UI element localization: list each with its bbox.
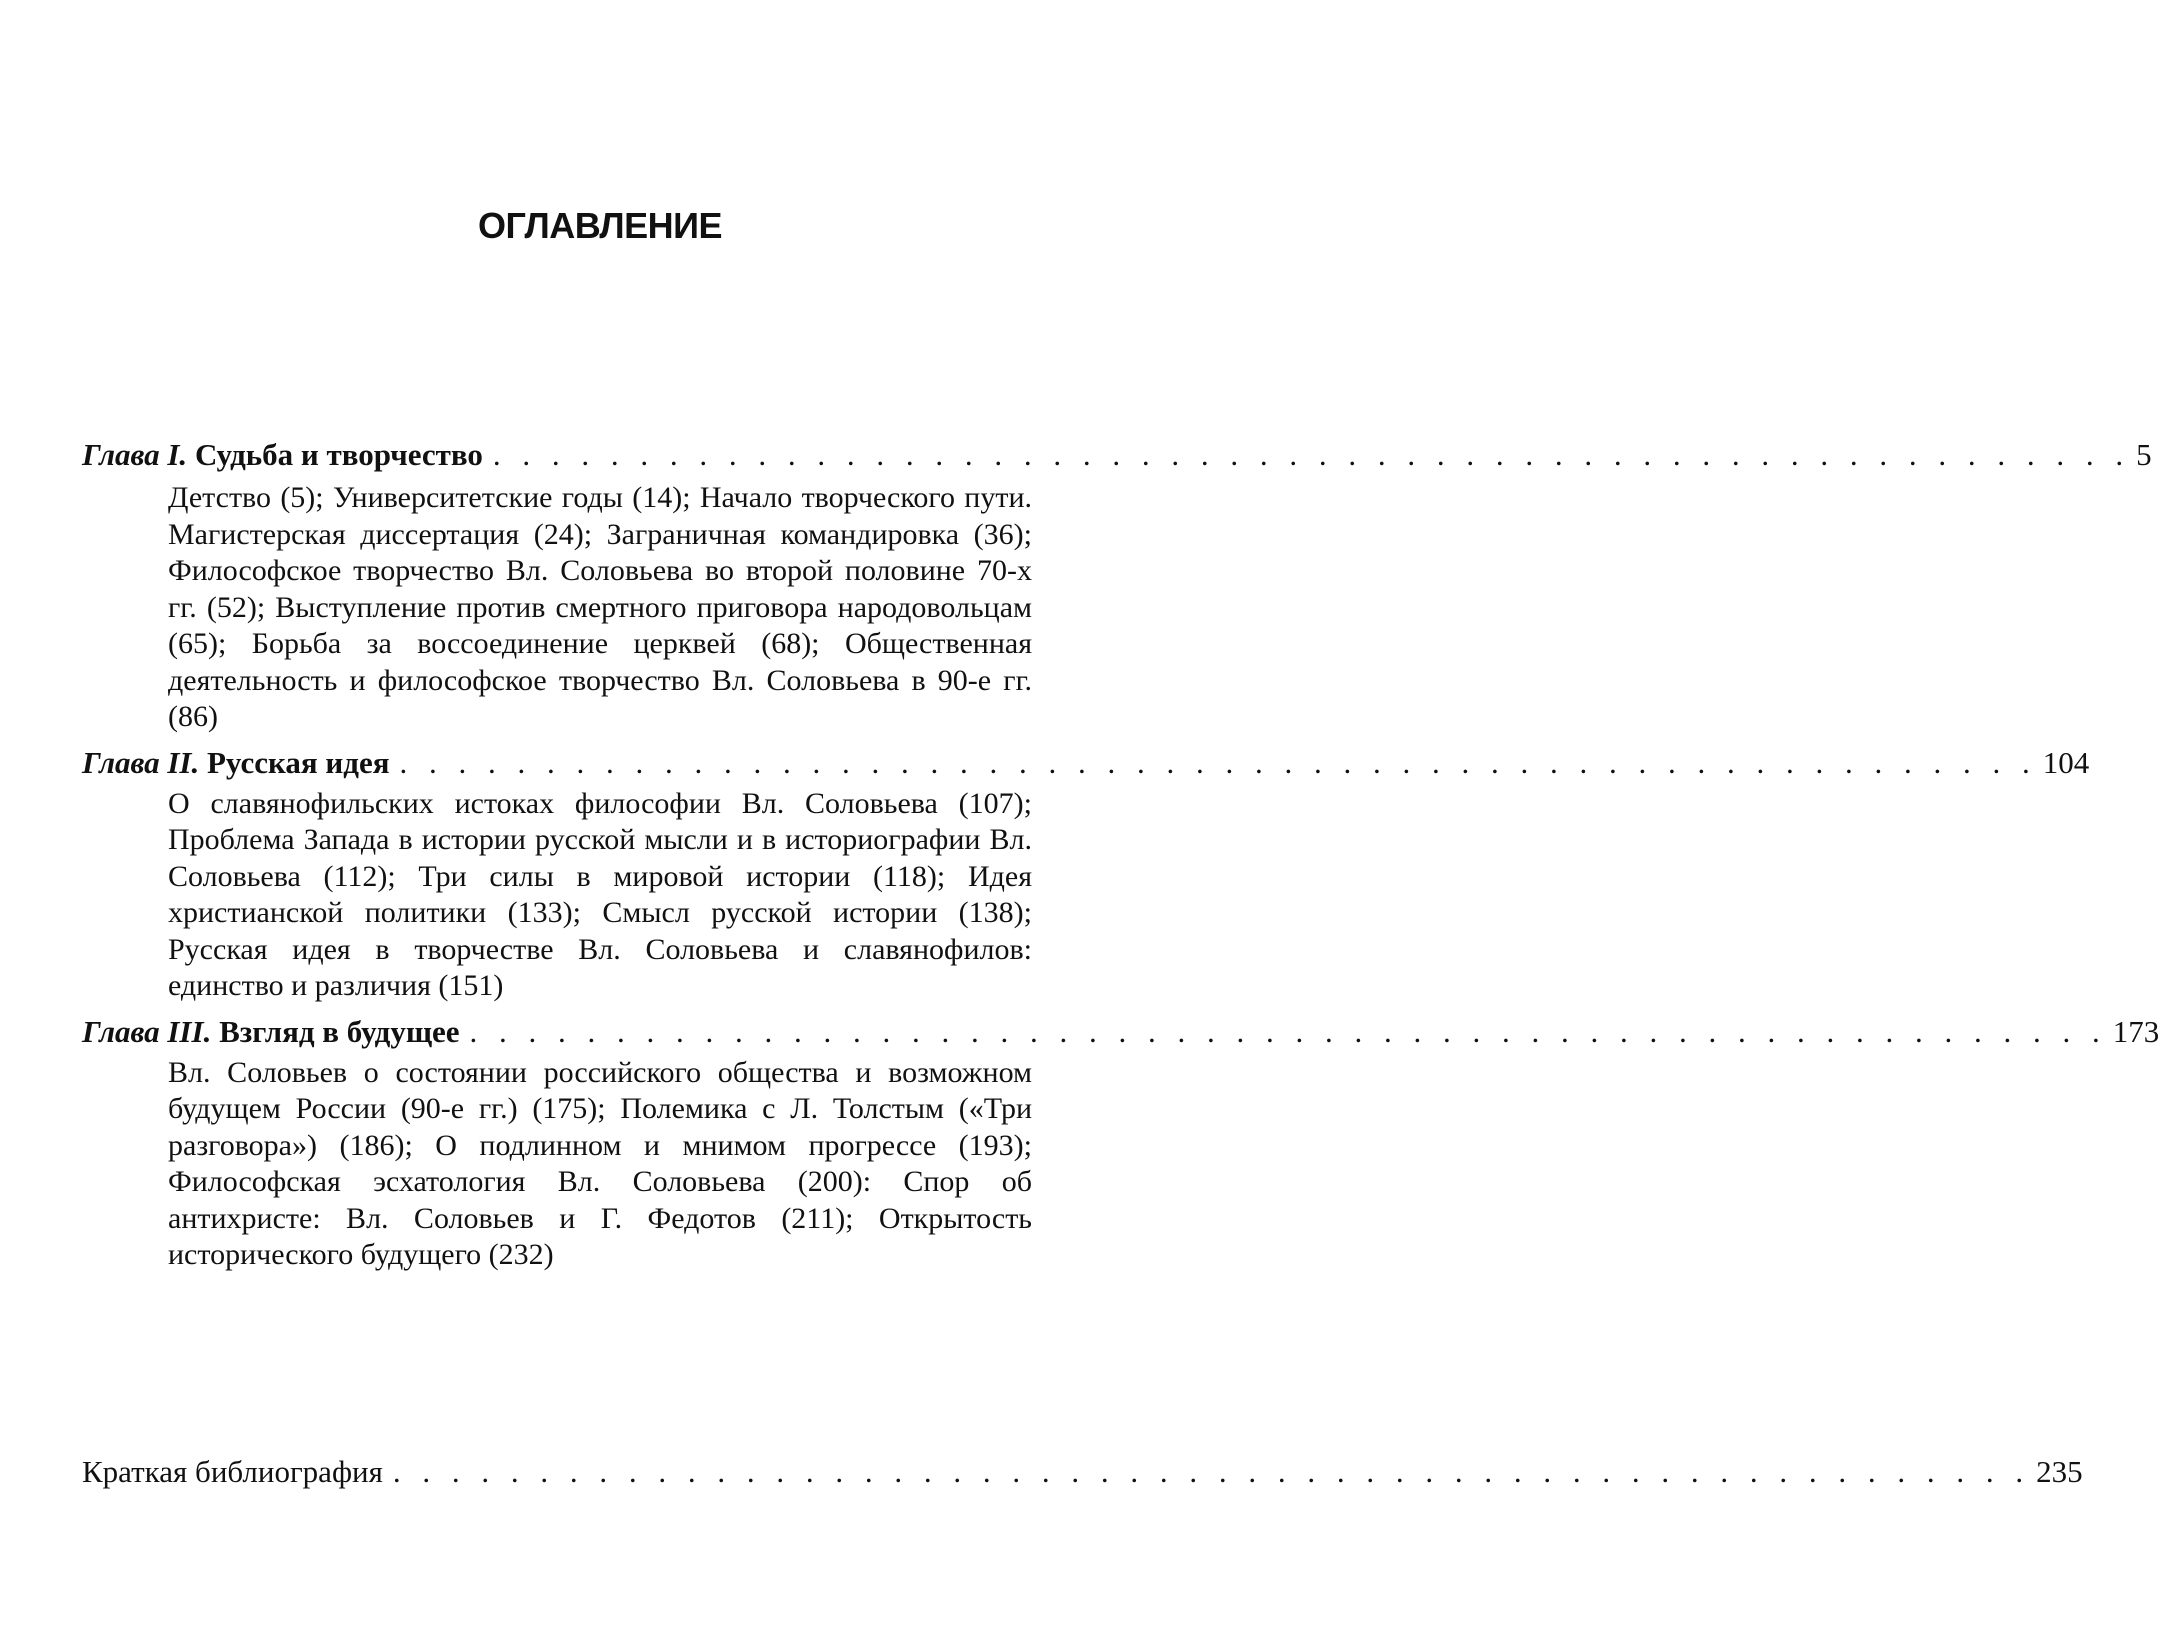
chapter-page-number: 5: [2136, 437, 2152, 472]
chapter-title: Русская идея: [207, 744, 390, 780]
chapter-page-number: 104: [2042, 744, 2090, 780]
dot-leader: . . . . . . . . . . . . . . . . . . . . . . . . . . . . . . . . . . . . . . . . . . . . . . . . . . . . . . . .: [392, 1454, 2031, 1489]
toc-entry-chapter-2: [82, 744, 2090, 1005]
dot-leader: . . . . . . . . . . . . . . . . . . . . . . . . . . . . . . . . . . . . . . . . . . . . . . . . . . . . . . . .: [469, 1013, 2107, 1049]
chapter-number: Глава II.: [82, 744, 200, 780]
toc-entry-chapter-1: [82, 436, 2152, 736]
toc-entry-heading[interactable]: [82, 1453, 2083, 1491]
toc-entry-heading[interactable]: [82, 1013, 2159, 1051]
table-of-contents: [82, 436, 2159, 1282]
chapter-number: Глава III.: [82, 1013, 212, 1049]
chapter-title: Взгляд в будущее: [219, 1013, 460, 1049]
dot-leader: . . . . . . . . . . . . . . . . . . . . . . . . . . . . . . . . . . . . . . . . . . . . . . . . . . . . . . . .: [492, 437, 2131, 472]
chapter-title: Судьба и творчество: [194, 437, 483, 472]
dot-leader: . . . . . . . . . . . . . . . . . . . . . . . . . . . . . . . . . . . . . . . . . . . . . . . . . . . . . . . .: [399, 744, 2037, 780]
toc-entry-bibliography: [82, 1453, 2083, 1491]
chapter-page-number: 173: [2112, 1013, 2159, 1049]
toc-entry-chapter-3: [82, 1013, 2159, 1274]
chapter-description: Детство (5); Университетские годы (14); Начало творческого пути. Магистерская диссертация (24); Заграничная командировка (36); Философское творчество Вл. Соловьева во второй половине 70-х гг. (52); Выступление против смертного приговора народовольцам (65); Борьба за воссоединение церквей (68); Общественная деятельность и философское творчество Вл. Соловьева в 90-е гг. (86): [168, 481, 1032, 733]
bibliography-title: Краткая библиография: [82, 1454, 383, 1489]
toc-entry-heading[interactable]: [82, 436, 2152, 474]
bibliography-page-number: 235: [2036, 1454, 2083, 1489]
chapter-number: Глава I.: [82, 437, 188, 472]
page-title: ОГЛАВЛЕНИЕ: [477, 205, 723, 246]
toc-entry-heading[interactable]: [82, 744, 2090, 782]
chapter-description: О славянофильских истоках философии Вл. Соловьева (107); Проблема Запада в истории русской мысли и в историографии Вл. Соловьева (112); Три силы в мировой истории (118); Идея христианской политики (133); Смысл русской истории (138); Русская идея в творчестве Вл. Соловьева и славянофилов: единство и различия (151): [168, 786, 1032, 1002]
chapter-description: Вл. Соловьев о состоянии российского общества и возможном будущем России (90-е гг.) (175); Полемика с Л. Толстым («Три разговора») (186); О подлинном и мнимом прогрессе (193); Философская эсхатология Вл. Соловьева (200): Спор об антихристе: Вл. Соловьев и Г. Федотов (211); Открытость исторического будущего (232): [168, 1055, 1032, 1271]
